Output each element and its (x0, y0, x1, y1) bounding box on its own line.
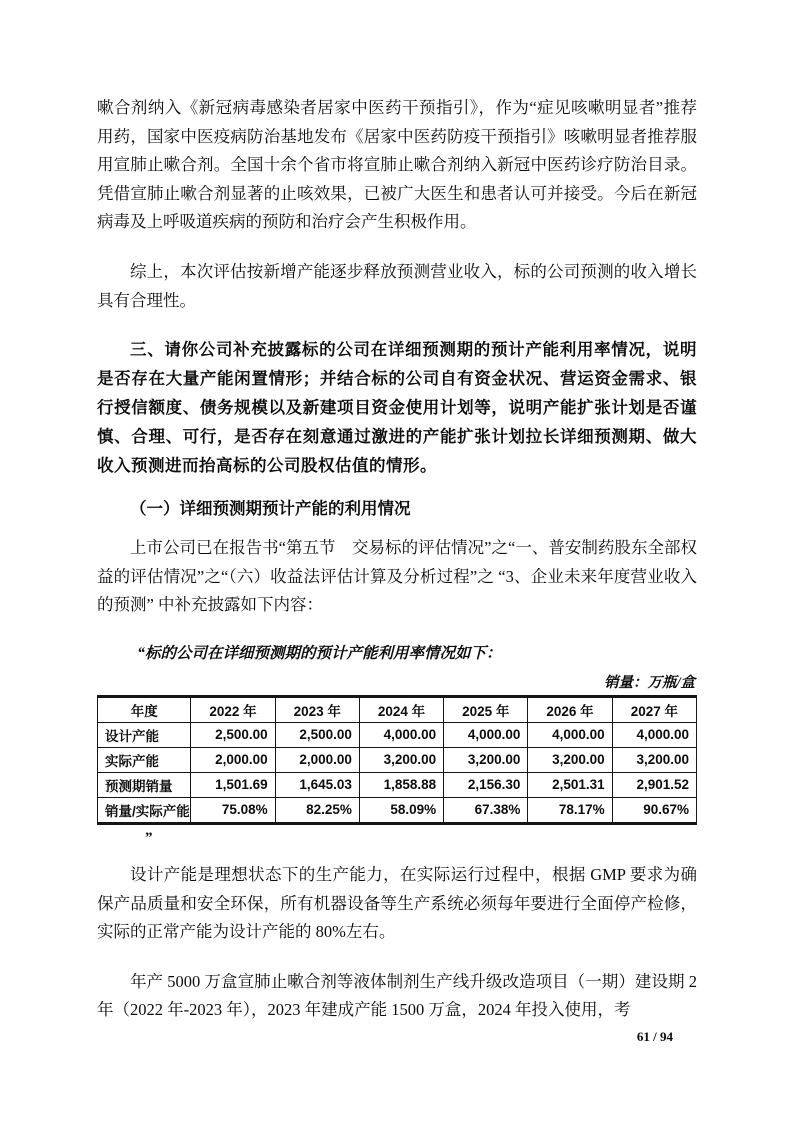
table-row-design-capacity (98, 722, 697, 747)
table-cell: 4,000.00 (528, 722, 612, 747)
table-cell: 1,645.03 (275, 772, 359, 797)
paragraph-design-capacity: 设计产能是理想状态下的生产能力，在实际运行过程中，根据 GMP 要求为确保产品质量和安全环保，所有机器设备等生产系统必须每年要进行全面停产检修，实际的正常产能为设计产能的 80%左右。 (97, 864, 697, 942)
table-cell: 3,200.00 (444, 747, 528, 772)
table-cell: 67.38% (444, 797, 528, 823)
table-cell: 2,156.30 (444, 772, 528, 797)
table-header-row (98, 696, 697, 722)
table-cell: 82.25% (275, 797, 359, 823)
table-cell: 2,500.00 (275, 722, 359, 747)
table-row-actual-capacity (98, 747, 697, 772)
table-cell: 4,000.00 (612, 722, 696, 747)
table-cell: 2,000.00 (275, 747, 359, 772)
capacity-utilization-table (97, 695, 697, 825)
table-cell: 58.09% (359, 797, 443, 823)
quote-intro: “标的公司在详细预测期的预计产能利用率情况如下： (137, 644, 502, 662)
table-header-2023: 2023 年 (275, 696, 359, 722)
table-cell: 3,200.00 (359, 747, 443, 772)
table-cell: 2,000.00 (191, 747, 275, 772)
table-header-year: 年度 (98, 696, 191, 722)
table-cell: 3,200.00 (612, 747, 696, 772)
paragraph-project: 年产 5000 万盒宣肺止嗽合剂等液体制剂生产线升级改造项目（一期）建设期 2 年（2022 年-2023 年），2023 年建成产能 1500 万盒，2024 年投入使用，考 (97, 971, 697, 1020)
subsection-heading: （一）详细预测期预计产能的利用情况 (130, 500, 411, 519)
table-cell: 78.17% (528, 797, 612, 823)
table-header-2025: 2025 年 (444, 696, 528, 722)
table-header-2026: 2026 年 (528, 696, 612, 722)
table-cell: 1,858.88 (359, 772, 443, 797)
table-header-2027: 2027 年 (612, 696, 696, 722)
row-label: 销量/实际产能 (98, 797, 191, 823)
closing-quote: ” (145, 829, 153, 846)
table-row-forecast-sales (98, 772, 697, 797)
table-cell: 4,000.00 (359, 722, 443, 747)
row-label: 实际产能 (98, 747, 191, 772)
table-unit-label: 销量：万瓶/盒 (603, 674, 695, 691)
table-cell: 4,000.00 (444, 722, 528, 747)
table-cell: 2,901.52 (612, 772, 696, 797)
table-cell: 75.08% (191, 797, 275, 823)
table-cell: 1,501.69 (191, 772, 275, 797)
row-label: 设计产能 (98, 722, 191, 747)
table-header-2022: 2022 年 (191, 696, 275, 722)
page-number: 61 / 94 (636, 1028, 673, 1044)
table-cell: 3,200.00 (528, 747, 612, 772)
table-cell: 2,501.31 (528, 772, 612, 797)
row-label: 预测期销量 (98, 772, 191, 797)
paragraph-continuation: 嗽合剂纳入《新冠病毒感染者居家中医药干预指引》，作为“症见咳嗽明显者”推荐用药，国家中医疫病防治基地发布《居家中医药防疫干预指引》咳嗽明显者推荐服用宣肺止嗽合剂。全国十余个省市将宣肺止嗽合剂纳入新冠中医药诊疗防治目录。凭借宣肺止嗽合剂显著的止咳效果，已被广大医生和患者认可并接受。今后在新冠病毒及上呼吸道疾病的预防和治疗会产生积极作用。 (97, 98, 697, 232)
paragraph-summary: 综上，本次评估按新增产能逐步释放预测营业收入，标的公司预测的收入增长具有合理性。 (97, 261, 697, 310)
table-header-2024: 2024 年 (359, 696, 443, 722)
table-cell: 90.67% (612, 797, 696, 823)
table-row-utilization-ratio (98, 797, 697, 823)
table-cell: 2,500.00 (191, 722, 275, 747)
section-heading: 三、请你公司补充披露标的公司在详细预测期的预计产能利用率情况，说明是否存在大量产能闲置情形；并结合标的公司自有资金状况、营运资金需求、银行授信额度、债务规模以及新建项目资金使用计划等，说明产能扩张计划是否谨慎、合理、可行，是否存在刻意通过激进的产能扩张计划拉长详细预测期、做大收入预测进而抬高标的公司股权估值的情形。 (97, 341, 697, 476)
paragraph-disclosure: 上市公司已在报告书“第五节 交易标的评估情况”之“一、普安制药股东全部权益的评估情况”之“（六）收益法评估计算及分析过程”之 “3、企业未来年度营业收入的预测” 中补充披露如下内容： (97, 538, 697, 615)
